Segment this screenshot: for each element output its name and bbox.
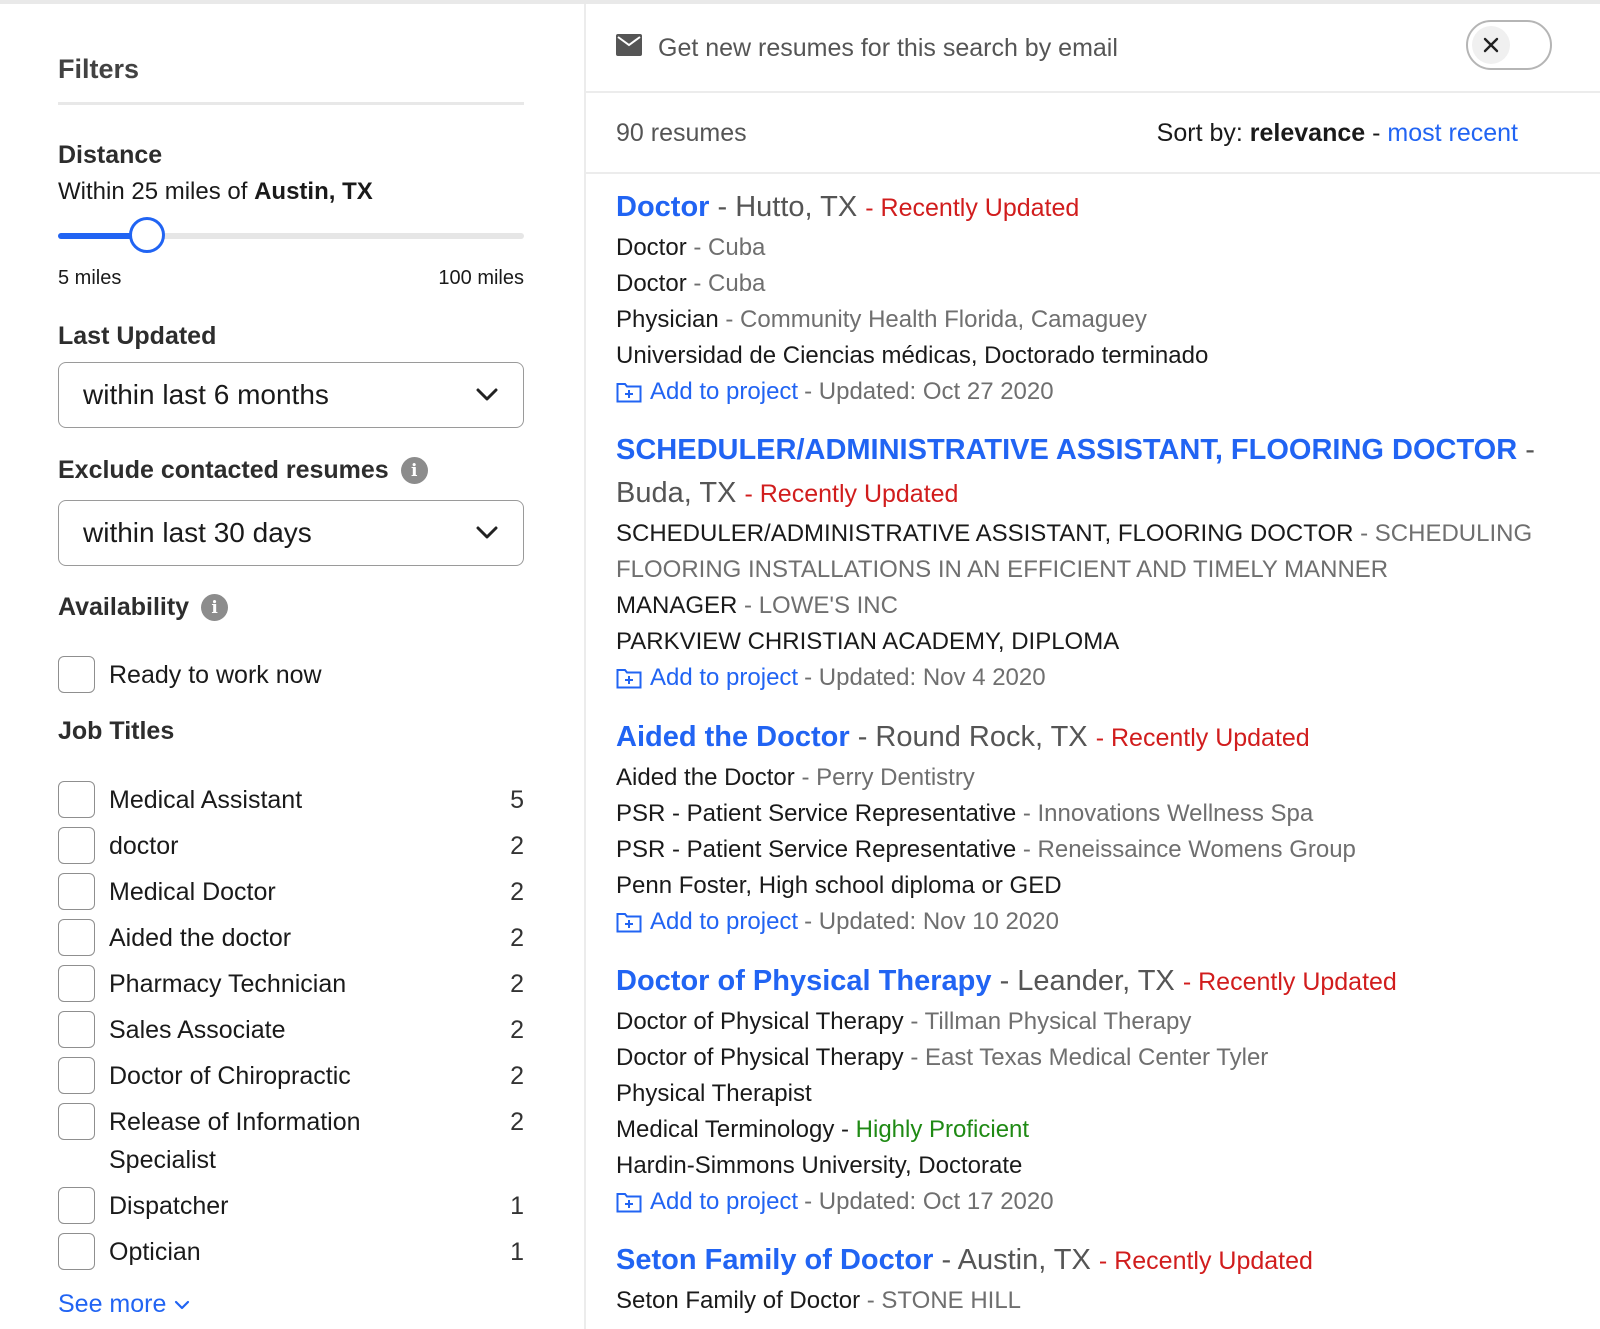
- distance-title: Distance: [58, 141, 163, 169]
- recently-updated-badge: - Recently Updated: [1182, 968, 1397, 996]
- email-alert-toggle[interactable]: [1466, 20, 1552, 70]
- last-updated-value: within last 6 months: [83, 379, 329, 410]
- job-title-item[interactable]: [58, 924, 524, 957]
- sort-separator: -: [1372, 119, 1381, 147]
- exclude-contacted-title: [58, 456, 428, 485]
- detail-sub: Innovations Wellness Spa: [1037, 800, 1314, 827]
- job-title-label: doctor: [109, 832, 179, 860]
- job-title-checkbox[interactable]: [58, 781, 95, 818]
- detail-main: SCHEDULER/ADMINISTRATIVE ASSISTANT, FLOORING DOCTOR: [616, 520, 1354, 547]
- detail-sub: Cuba: [708, 270, 766, 297]
- resume-title-link[interactable]: Doctor: [616, 191, 710, 223]
- resume-detail-row: Physician - Community Health Florida, Camaguey: [616, 306, 1147, 333]
- detail-sub: Tillman Physical Therapy: [924, 1008, 1192, 1035]
- resume-actions: [616, 904, 1576, 940]
- distance-max-label: 100 miles: [438, 267, 524, 289]
- results-count: 90 resumes: [616, 119, 747, 147]
- last-updated-title: Last Updated: [58, 322, 217, 350]
- resume-detail-row: Doctor - Cuba: [616, 234, 766, 261]
- detail-sub: Community Health Florida, Camaguey: [740, 306, 1147, 333]
- job-title-checkbox[interactable]: [58, 827, 95, 864]
- resume-location: Buda, TX: [616, 477, 737, 509]
- close-icon: [1483, 37, 1499, 53]
- last-updated-select[interactable]: [58, 362, 524, 428]
- job-title-count: 2: [510, 1108, 524, 1136]
- filters-panel: [0, 4, 584, 1329]
- resume-detail-row: [616, 868, 1576, 904]
- updated-date-text: Updated: Oct 27 2020: [818, 378, 1054, 405]
- job-title-checkbox[interactable]: [58, 1187, 95, 1224]
- detail-main: Penn Foster, High school diploma or GED: [616, 872, 1062, 899]
- resume-actions: [616, 1184, 1576, 1220]
- email-alert-bar: [586, 4, 1600, 91]
- availability-label: Availability: [58, 593, 190, 621]
- resume-detail-row: Doctor - Cuba: [616, 270, 766, 297]
- detail-sub: Perry Dentistry: [816, 764, 975, 791]
- resume-detail-row: SCHEDULER/ADMINISTRATIVE ASSISTANT, FLOORING DOCTOR - SCHEDULING FLOORING INSTALLATIONS IN AN EFFICIENT AND TIMELY MANNER: [616, 520, 1533, 583]
- filters-divider: [58, 102, 524, 105]
- chevron-down-icon: [475, 383, 499, 407]
- detail-main: MANAGER: [616, 592, 738, 619]
- add-to-project-link[interactable]: Add to project: [650, 908, 799, 935]
- skill-level: Highly Proficient: [855, 1116, 1030, 1143]
- detail-main: Physician: [616, 306, 719, 333]
- resume-location: Austin, TX: [957, 1244, 1091, 1276]
- results-panel: [586, 4, 1600, 1329]
- job-title-label: Optician: [109, 1238, 201, 1266]
- sort-prefix: Sort by:: [1156, 119, 1243, 147]
- detail-main: Hardin-Simmons University, Doctorate: [616, 1152, 1023, 1179]
- job-title-count: 2: [510, 878, 524, 906]
- recently-updated-text: Recently Updated: [1110, 724, 1310, 752]
- info-icon[interactable]: i: [401, 457, 428, 484]
- detail-main: PSR - Patient Service Representative: [616, 800, 1017, 827]
- job-title-checkbox[interactable]: [58, 1057, 95, 1094]
- recently-updated-badge: - Recently Updated: [1095, 724, 1310, 752]
- updated-date-text: Updated: Oct 17 2020: [818, 1188, 1054, 1215]
- detail-main: Doctor: [616, 270, 687, 297]
- detail-main: Doctor of Physical Therapy: [616, 1008, 904, 1035]
- sort-control: [1157, 119, 1518, 148]
- updated-date: - Updated: Nov 4 2020: [804, 664, 1046, 691]
- see-more-link[interactable]: [58, 1290, 190, 1319]
- title-separator: -: [999, 965, 1018, 997]
- job-title-item[interactable]: [58, 878, 524, 911]
- resume-actions: [616, 660, 1576, 696]
- job-title-count: 1: [510, 1238, 524, 1266]
- job-title-count: 2: [510, 1016, 524, 1044]
- job-title-item[interactable]: [58, 1016, 524, 1049]
- detail-main: Physical Therapist: [616, 1080, 812, 1107]
- exclude-contacted-select[interactable]: [58, 500, 524, 566]
- detail-main: Doctor: [616, 234, 687, 261]
- resume-detail-row: [616, 338, 1576, 374]
- mail-icon: [616, 34, 642, 61]
- title-separator: -: [857, 721, 876, 753]
- exclude-contacted-value: within last 30 days: [83, 517, 312, 548]
- job-title-count: 2: [510, 924, 524, 952]
- updated-date: - Updated: Nov 10 2020: [804, 908, 1059, 935]
- resume-result: [616, 960, 1576, 1220]
- add-to-project-link[interactable]: Add to project: [650, 1188, 799, 1215]
- job-title-label: Sales Associate: [109, 1016, 286, 1044]
- detail-sub: LOWE'S INC: [758, 592, 898, 619]
- job-title-checkbox[interactable]: [58, 1103, 95, 1140]
- job-title-count: 1: [510, 1192, 524, 1220]
- job-title-count: 5: [510, 786, 524, 814]
- info-icon[interactable]: i: [201, 594, 228, 621]
- resume-detail-row: [616, 1076, 1576, 1112]
- detail-sub: SCHEDULING FLOORING INSTALLATIONS IN AN EFFICIENT AND TIMELY MANNER: [616, 520, 1533, 583]
- updated-date-text: Updated: Nov 4 2020: [818, 664, 1046, 691]
- results-header: [586, 93, 1600, 173]
- detail-main: PSR - Patient Service Representative: [616, 836, 1017, 863]
- recently-updated-text: Recently Updated: [1114, 1247, 1313, 1275]
- updated-date: - Updated: Oct 27 2020: [804, 378, 1054, 405]
- resume-result: [616, 429, 1576, 696]
- job-title-label: Doctor of Chiropractic: [109, 1062, 351, 1090]
- distance-min-label: 5 miles: [58, 267, 122, 289]
- job-title-checkbox[interactable]: [58, 1233, 95, 1270]
- detail-sub: Reneissaince Womens Group: [1037, 836, 1356, 863]
- chevron-down-icon: [475, 521, 499, 545]
- updated-date-text: Updated: Nov 10 2020: [818, 908, 1059, 935]
- ready-to-work-label: Ready to work now: [109, 661, 322, 689]
- job-title-item[interactable]: [58, 786, 524, 819]
- job-title-count: 2: [510, 832, 524, 860]
- detail-main: Aided the Doctor: [616, 764, 795, 791]
- resume-result: [616, 186, 1576, 410]
- filters-title: Filters: [58, 54, 140, 84]
- resume-detail-row: PSR - Patient Service Representative - Reneissaince Womens Group: [616, 836, 1356, 863]
- job-title-checkbox[interactable]: [58, 965, 95, 1002]
- resume-detail-row: MANAGER - LOWE'S INC: [616, 592, 898, 619]
- distance-summary: [58, 178, 373, 206]
- job-title-item[interactable]: [58, 1108, 524, 1179]
- folder-add-icon[interactable]: [616, 667, 642, 689]
- resume-skill-row: Medical Terminology - Highly Proficient: [616, 1116, 1030, 1143]
- title-separator: -: [717, 191, 736, 223]
- recently-updated-text: Recently Updated: [880, 194, 1080, 222]
- distance-location: Austin, TX: [254, 178, 373, 205]
- chevron-down-icon: [174, 1300, 190, 1310]
- resume-detail-row: Seton Family of Doctor - STONE HILL: [616, 1287, 1022, 1314]
- job-title-label: Release of Information Specialist: [109, 1108, 361, 1174]
- job-title-count: 2: [510, 970, 524, 998]
- sort-most-recent-link[interactable]: most recent: [1387, 119, 1518, 147]
- title-separator: -: [1525, 434, 1535, 466]
- resume-detail-row: Aided the Doctor - Perry Dentistry: [616, 764, 975, 791]
- resume-title-link[interactable]: Seton Family of Doctor: [616, 1244, 934, 1276]
- exclude-contacted-label: Exclude contacted resumes: [58, 456, 389, 484]
- job-title-label: Pharmacy Technician: [109, 970, 347, 998]
- email-alert-text: Get new resumes for this search by email: [658, 34, 1118, 62]
- folder-add-icon[interactable]: [616, 911, 642, 933]
- job-title-item[interactable]: [58, 832, 524, 865]
- sort-active: relevance: [1249, 119, 1366, 147]
- job-title-label: Medical Doctor: [109, 878, 276, 906]
- distance-prefix: Within 25 miles of: [58, 178, 248, 205]
- availability-title: [58, 593, 228, 622]
- detail-sub: Cuba: [708, 234, 766, 261]
- recently-updated-text: Recently Updated: [759, 480, 959, 508]
- resume-detail-row: Doctor of Physical Therapy - East Texas Medical Center Tyler: [616, 1044, 1269, 1071]
- updated-date: - Updated: Oct 17 2020: [804, 1188, 1054, 1215]
- resume-result: [616, 716, 1576, 940]
- skill-name: Medical Terminology: [616, 1116, 835, 1143]
- job-title-label: Aided the doctor: [109, 924, 292, 952]
- resume-title-link[interactable]: Aided the Doctor: [616, 721, 850, 753]
- resume-location: Round Rock, TX: [875, 721, 1088, 753]
- add-to-project-link[interactable]: Add to project: [650, 378, 799, 405]
- detail-sub: STONE HILL: [881, 1287, 1022, 1314]
- folder-add-icon[interactable]: [616, 381, 642, 403]
- job-title-item[interactable]: [58, 970, 524, 1003]
- header-divider: [586, 172, 1600, 174]
- resume-detail-row: PSR - Patient Service Representative - Innovations Wellness Spa: [616, 800, 1314, 827]
- distance-slider[interactable]: [58, 233, 524, 239]
- job-titles-title: Job Titles: [58, 717, 175, 745]
- resume-actions: [616, 374, 1576, 410]
- resume-title-link[interactable]: Doctor of Physical Therapy: [616, 965, 992, 997]
- resume-result: [616, 1239, 1576, 1319]
- title-separator: -: [941, 1244, 958, 1276]
- detail-main: Doctor of Physical Therapy: [616, 1044, 904, 1071]
- see-more-label: See more: [58, 1290, 167, 1318]
- add-to-project-link[interactable]: Add to project: [650, 664, 799, 691]
- job-title-label: Dispatcher: [109, 1192, 229, 1220]
- resume-location: Leander, TX: [1017, 965, 1175, 997]
- resume-detail-row: [616, 624, 1576, 660]
- availability-option[interactable]: [58, 661, 524, 694]
- recently-updated-badge: - Recently Updated: [744, 480, 959, 508]
- folder-add-icon[interactable]: [616, 1191, 642, 1213]
- detail-main: Universidad de Ciencias médicas, Doctorado terminado: [616, 342, 1209, 369]
- toggle-knob: [1472, 26, 1510, 64]
- detail-main: Seton Family of Doctor: [616, 1287, 861, 1314]
- detail-sub: East Texas Medical Center Tyler: [925, 1044, 1269, 1071]
- ready-to-work-checkbox[interactable]: [58, 656, 95, 693]
- job-title-checkbox[interactable]: [58, 873, 95, 910]
- job-title-checkbox[interactable]: [58, 919, 95, 956]
- resume-detail-row: Doctor of Physical Therapy - Tillman Physical Therapy: [616, 1008, 1192, 1035]
- recently-updated-text: Recently Updated: [1198, 968, 1397, 996]
- recently-updated-badge: - Recently Updated: [1098, 1247, 1313, 1275]
- job-title-count: 2: [510, 1062, 524, 1090]
- resume-location: Hutto, TX: [735, 191, 858, 223]
- detail-main: PARKVIEW CHRISTIAN ACADEMY, DIPLOMA: [616, 628, 1120, 655]
- job-title-item[interactable]: [58, 1238, 524, 1271]
- resume-title-link[interactable]: SCHEDULER/ADMINISTRATIVE ASSISTANT, FLOORING DOCTOR: [616, 434, 1518, 466]
- recently-updated-badge: - Recently Updated: [865, 194, 1080, 222]
- job-title-item[interactable]: [58, 1192, 524, 1225]
- resume-detail-row: [616, 1148, 1576, 1184]
- distance-slider-thumb[interactable]: [129, 217, 165, 253]
- job-title-checkbox[interactable]: [58, 1011, 95, 1048]
- job-title-item[interactable]: [58, 1062, 524, 1095]
- job-title-label: Medical Assistant: [109, 786, 303, 814]
